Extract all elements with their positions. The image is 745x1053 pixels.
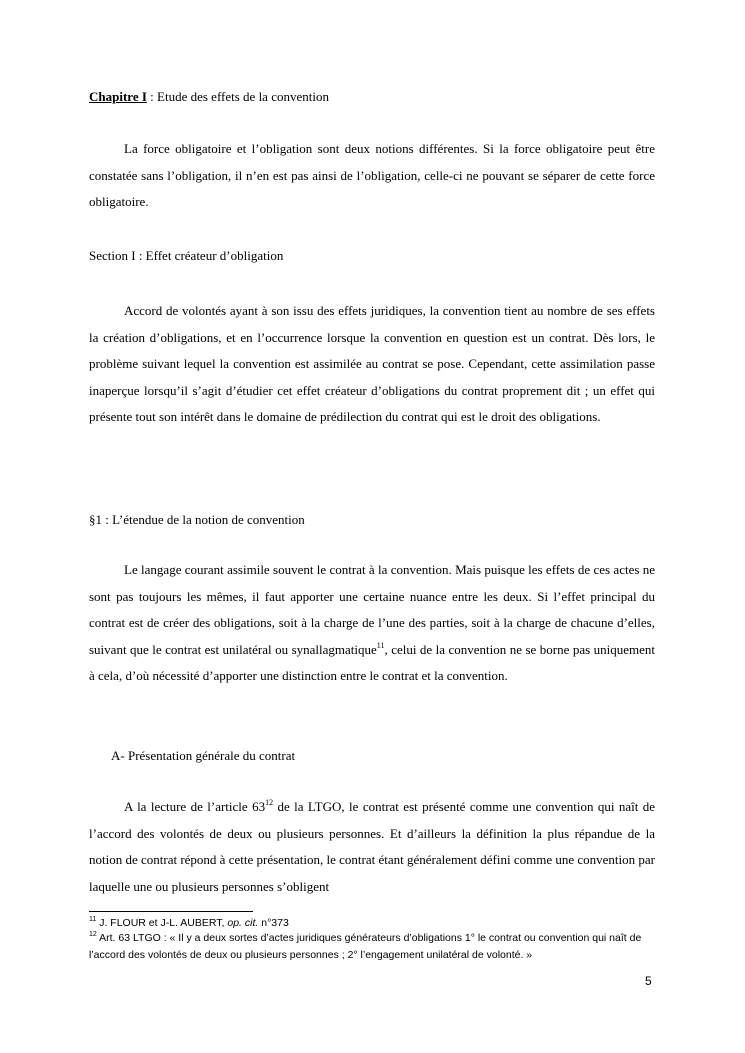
paragraph-section bbox=[89, 298, 655, 431]
paragraph-intro bbox=[89, 136, 655, 216]
chapter-title: : Etude des effets de la convention bbox=[146, 89, 329, 104]
chapter-heading bbox=[89, 88, 655, 106]
footnote-separator bbox=[89, 911, 253, 912]
page-number: 5 bbox=[645, 974, 652, 988]
footnote-11-text-a: J. FLOUR et J-L. AUBERT, bbox=[96, 917, 228, 929]
paragraph-convention-text-b: , celui de la convention ne se borne pas uniquement à cela, d’où nécessité d’apporter une distinction entre le contrat et la convention. bbox=[89, 641, 655, 683]
heading-a: A- Présentation générale du contrat bbox=[111, 748, 296, 763]
section-heading: Section I : Effet créateur d’obligation bbox=[89, 248, 284, 263]
paragraph-contrat-text-b: de la LTGO, le contrat est présenté comme une convention qui naît de l’accord des volontés de deux ou plusieurs personnes. Et d’ailleurs la définition la plus répandue de la notion de contrat répond à cette présentation, le contrat étant généralement défini comme une convention par laquelle une ou plusieurs personnes s’obligent bbox=[89, 799, 656, 894]
paragraph-section-text: Accord de volontés ayant à son issu des effets juridiques, la convention tient au nombre de ses effets la création d’obligations, et en l’occurrence lorsque la convention en question est un contrat. Dès lors, le problème suivant lequel la convention est assimilée au contrat se pose. Cependant, cette assimilation passe inaperçue lorsqu’il s’agit d’étudier cet effet créateur d’obligations du contrat proprement dit ; un effet qui présente tout son intérêt dans le domaine de prédilection du contrat qui est le droit des obligations. bbox=[89, 303, 655, 424]
footnote-11-number: 11 bbox=[89, 916, 97, 923]
footnote-12 bbox=[89, 930, 659, 964]
paragraph-intro-text: La force obligatoire et l’obligation sont deux notions différentes. Si la force obligatoire peut être constatée sans l’obligation, il n’en est pas ainsi de l’obligation, celle-ci ne pouvant se séparer de cette force obligatoire. bbox=[89, 141, 655, 209]
footnote-ref-12[interactable]: 12 bbox=[265, 798, 274, 807]
chapter-label: Chapitre I bbox=[89, 89, 147, 104]
paragraph-contrat-text-a: A la lecture de l’article 63 bbox=[124, 799, 266, 814]
footnote-12-text: Art. 63 LTGO : « Il y a deux sortes d’actes juridiques générateurs d’obligations 1° le contrat ou convention qui naît de l’accord des volontés de deux ou plusieurs personnes ; 2° l’engagement unilatéral de volonté. » bbox=[89, 932, 642, 961]
footnote-11-text-b: n°373 bbox=[258, 917, 289, 929]
footnote-12-number: 12 bbox=[89, 931, 97, 938]
paragraph-convention-text-a: Le langage courant assimile souvent le contrat à la convention. Mais puisque les effets de ces actes ne sont pas toujours les mêmes, il faut apporter une certaine nuance entre les deux. Si l’effet principal du contrat est de créer des obligations, soit à la charge de l’une des parties, soit à la charge de chacune d’elles, suivant que le contrat est unilatéral ou synallagmatique bbox=[89, 562, 655, 657]
paragraph-contrat bbox=[89, 794, 655, 900]
footnote-ref-11[interactable]: 11 bbox=[376, 640, 385, 650]
paragraph-convention bbox=[89, 557, 655, 690]
subsection-heading: §1 : L’étendue de la notion de convention bbox=[89, 512, 305, 527]
footnote-11-italic: op. cit. bbox=[227, 917, 259, 929]
